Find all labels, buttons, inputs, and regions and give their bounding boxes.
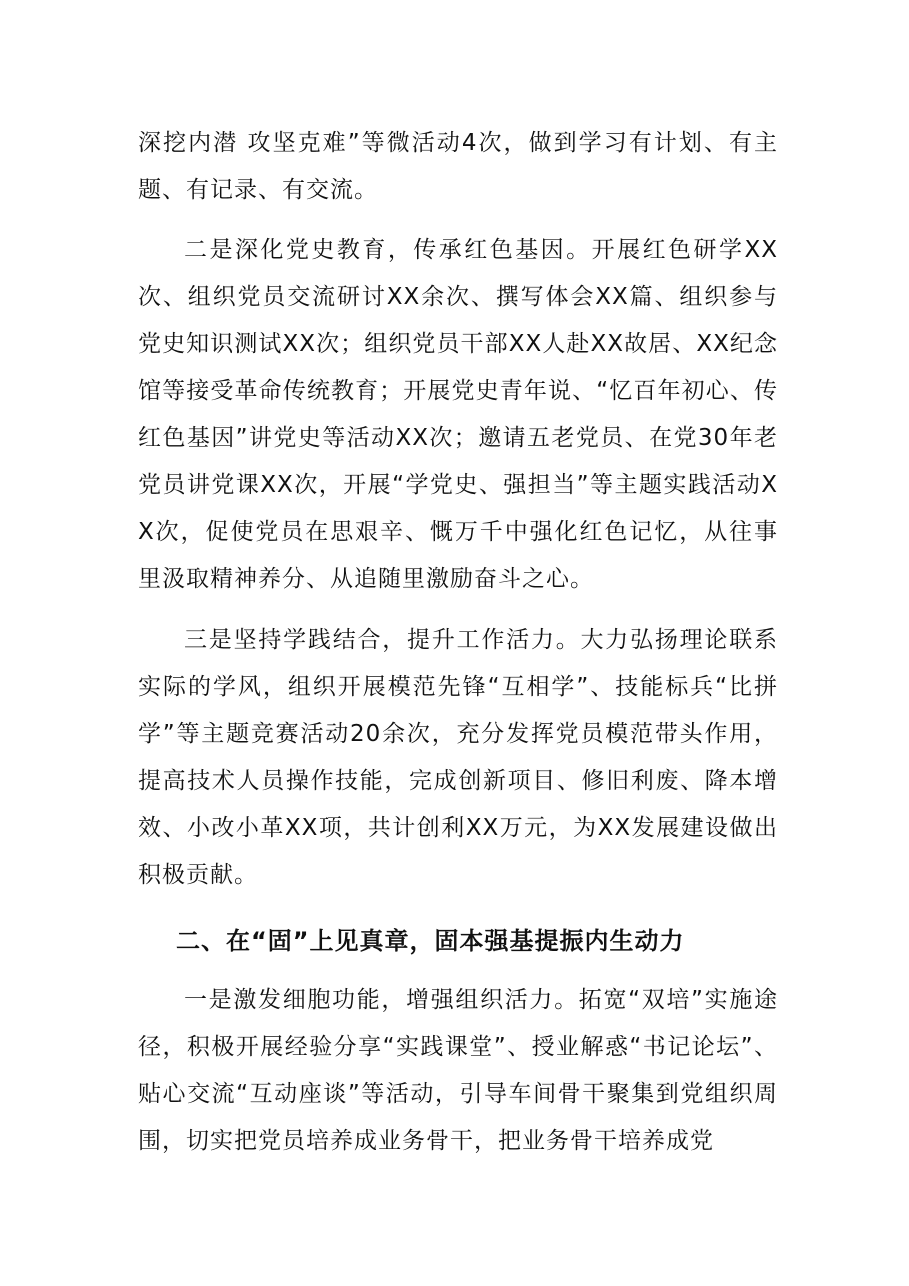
paragraph-cell-function: 一是激发细胞功能，增强组织活力。拓宽“双培”实施途径，积极开展经验分享“实践课堂”、授业解惑“书记论坛”、贴心交流“互动座谈”等活动，引导车间骨干聚集到党组织周围，切实把党员培养成业务骨干，把业务骨干培养成党 (138, 987, 778, 1154)
paragraph-learning-practice: 三是坚持学践结合，提升工作活力。大力弘扬理论联系实际的学风，组织开展模范先锋“互相学”、技能标兵“比拼学”等主题竞赛活动20余次，充分发挥党员模范带头作用，提高技术人员操作技能，完成创新项目、修旧利废、降本增效、小改小革XX项，共计创利XX万元，为XX发展建设做出积极贡献。 (138, 627, 778, 888)
paragraph-party-history: 二是深化党史教育，传承红色基因。开展红色研学XX次、组织党员交流研讨XX余次、撰写体会XX篇、组织参与党史知识测试XX次；组织党员干部XX人赴XX故居、XX纪念馆等接受革命传统教育；开展党史青年说、“忆百年初心、传红色基因”讲党史等活动XX次；邀请五老党员、在党30年老党员讲党课XX次，开展“学党史、强担当”等主题实践活动XX次，促使党员在思艰辛、慨万千中强化红色记忆，从往事里汲取精神养分、从追随里激励奋斗之心。 (138, 237, 778, 592)
section-heading: 二、在“固”上见真章，固本强基提振内生动力 (176, 927, 685, 955)
paragraph-continuation: 深挖内潜 攻坚克难”等微活动4次，做到学习有计划、有主题、有记录、有交流。 (138, 130, 778, 203)
